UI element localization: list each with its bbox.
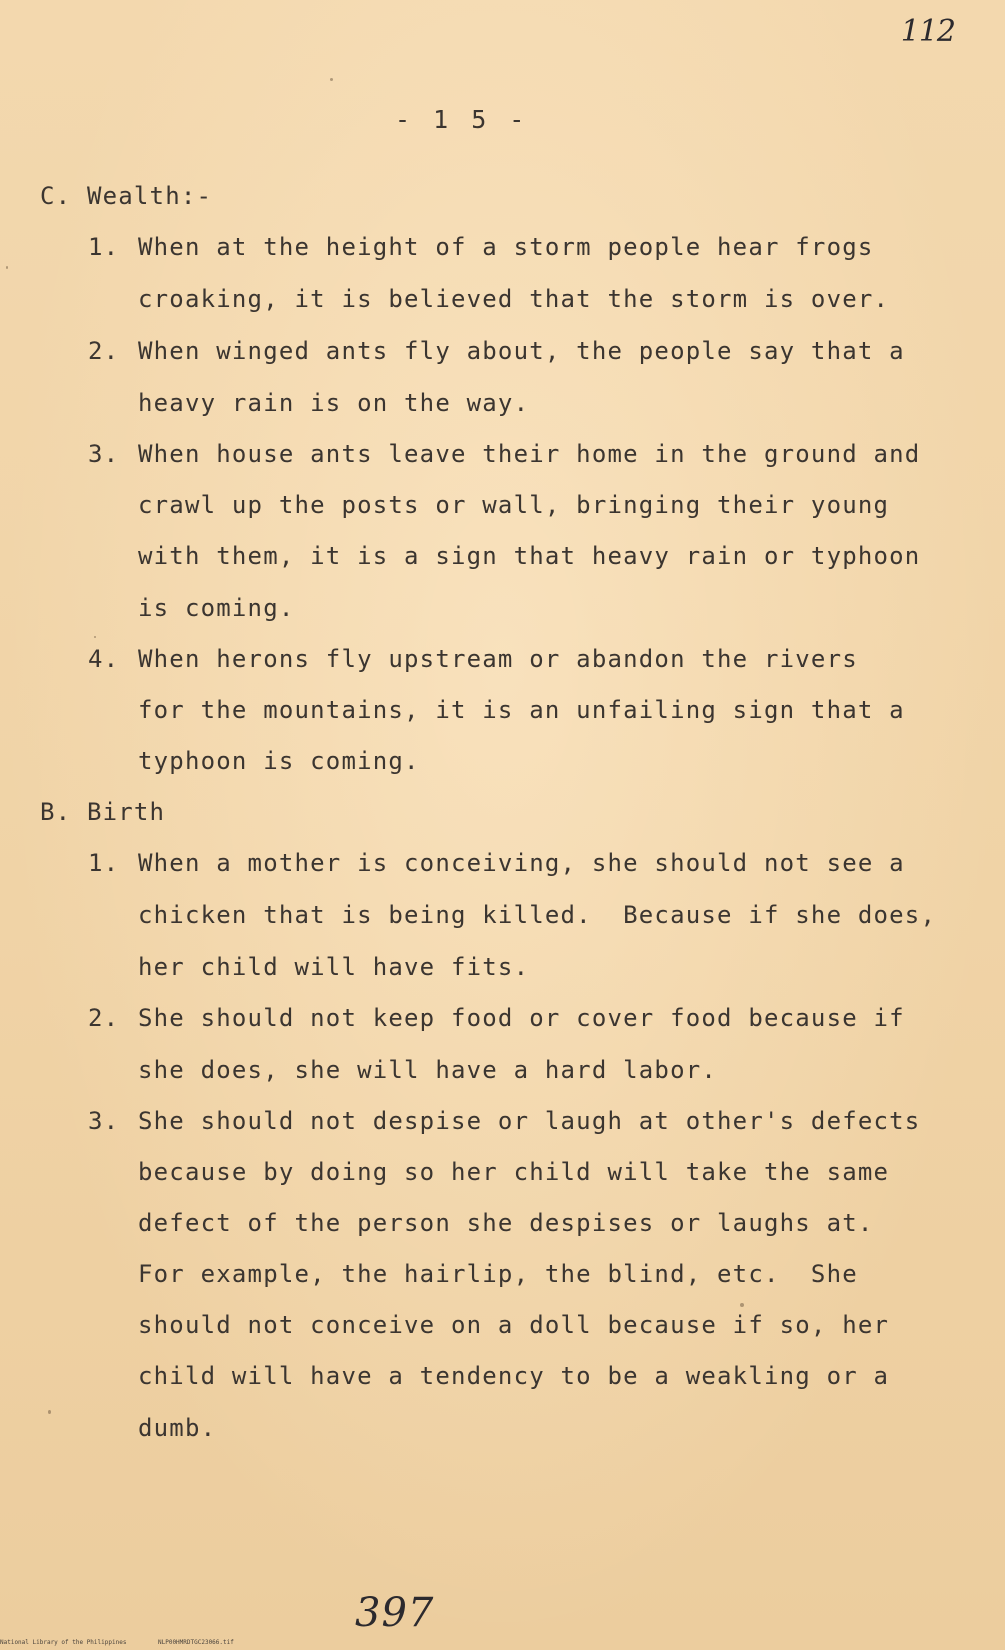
item-line: because by doing so her child will take the same	[138, 1158, 890, 1186]
item-line: child will have a tendency to be a weakling or a	[138, 1362, 890, 1390]
item-line: she does, she will have a hard labor.	[138, 1056, 718, 1084]
footer-file-id: NLP00HMRDTGC23066.tif	[158, 1639, 234, 1646]
paper-speck	[94, 636, 96, 638]
item-number: 1.	[88, 233, 120, 261]
item-number: 3.	[88, 440, 120, 468]
item-line: defect of the person she despises or laughs at.	[138, 1209, 874, 1237]
item-line: dumb.	[138, 1414, 217, 1442]
handwritten-corner-note: 112	[900, 14, 955, 49]
paper-speck	[740, 1303, 744, 1307]
item-line: heavy rain is on the way.	[138, 389, 530, 417]
item-number: 2.	[88, 337, 120, 365]
paper-speck	[6, 266, 8, 269]
item-line: typhoon is coming.	[138, 747, 420, 775]
paper-speck	[330, 78, 333, 81]
item-line: When at the height of a storm people hear frogs	[138, 233, 874, 261]
item-line: should not conceive on a doll because if so, her	[138, 1311, 890, 1339]
item-line: with them, it is a sign that heavy rain or typhoon	[138, 542, 921, 570]
item-line: her child will have fits.	[138, 953, 530, 981]
item-line: crawl up the posts or wall, bringing their young	[138, 491, 890, 519]
item-number: 3.	[88, 1107, 120, 1135]
item-line: is coming.	[138, 594, 295, 622]
item-number: 1.	[88, 849, 120, 877]
item-number: 4.	[88, 645, 120, 673]
item-line: chicken that is being killed. Because if she does,	[138, 901, 937, 929]
item-line: When a mother is conceiving, she should not see a	[138, 849, 905, 877]
page-number: - 1 5 -	[395, 105, 529, 134]
item-line: When winged ants fly about, the people say that a	[138, 337, 905, 365]
item-line: She should not despise or laugh at other's defects	[138, 1107, 921, 1135]
handwritten-folio-number: 397	[355, 1590, 435, 1636]
section-heading-birth: B. Birth	[40, 798, 166, 826]
section-heading-wealth: C. Wealth:-	[40, 182, 213, 210]
item-line: She should not keep food or cover food because if	[138, 1004, 905, 1032]
footer-library-credit: National Library of the Philippines	[0, 1639, 127, 1646]
item-line: For example, the hairlip, the blind, etc. She	[138, 1260, 858, 1288]
item-line: croaking, it is believed that the storm is over.	[138, 285, 890, 313]
item-number: 2.	[88, 1004, 120, 1032]
item-line: for the mountains, it is an unfailing sign that a	[138, 696, 905, 724]
paper-speck	[48, 1410, 51, 1414]
item-line: When house ants leave their home in the ground and	[138, 440, 921, 468]
item-line: When herons fly upstream or abandon the rivers	[138, 645, 858, 673]
